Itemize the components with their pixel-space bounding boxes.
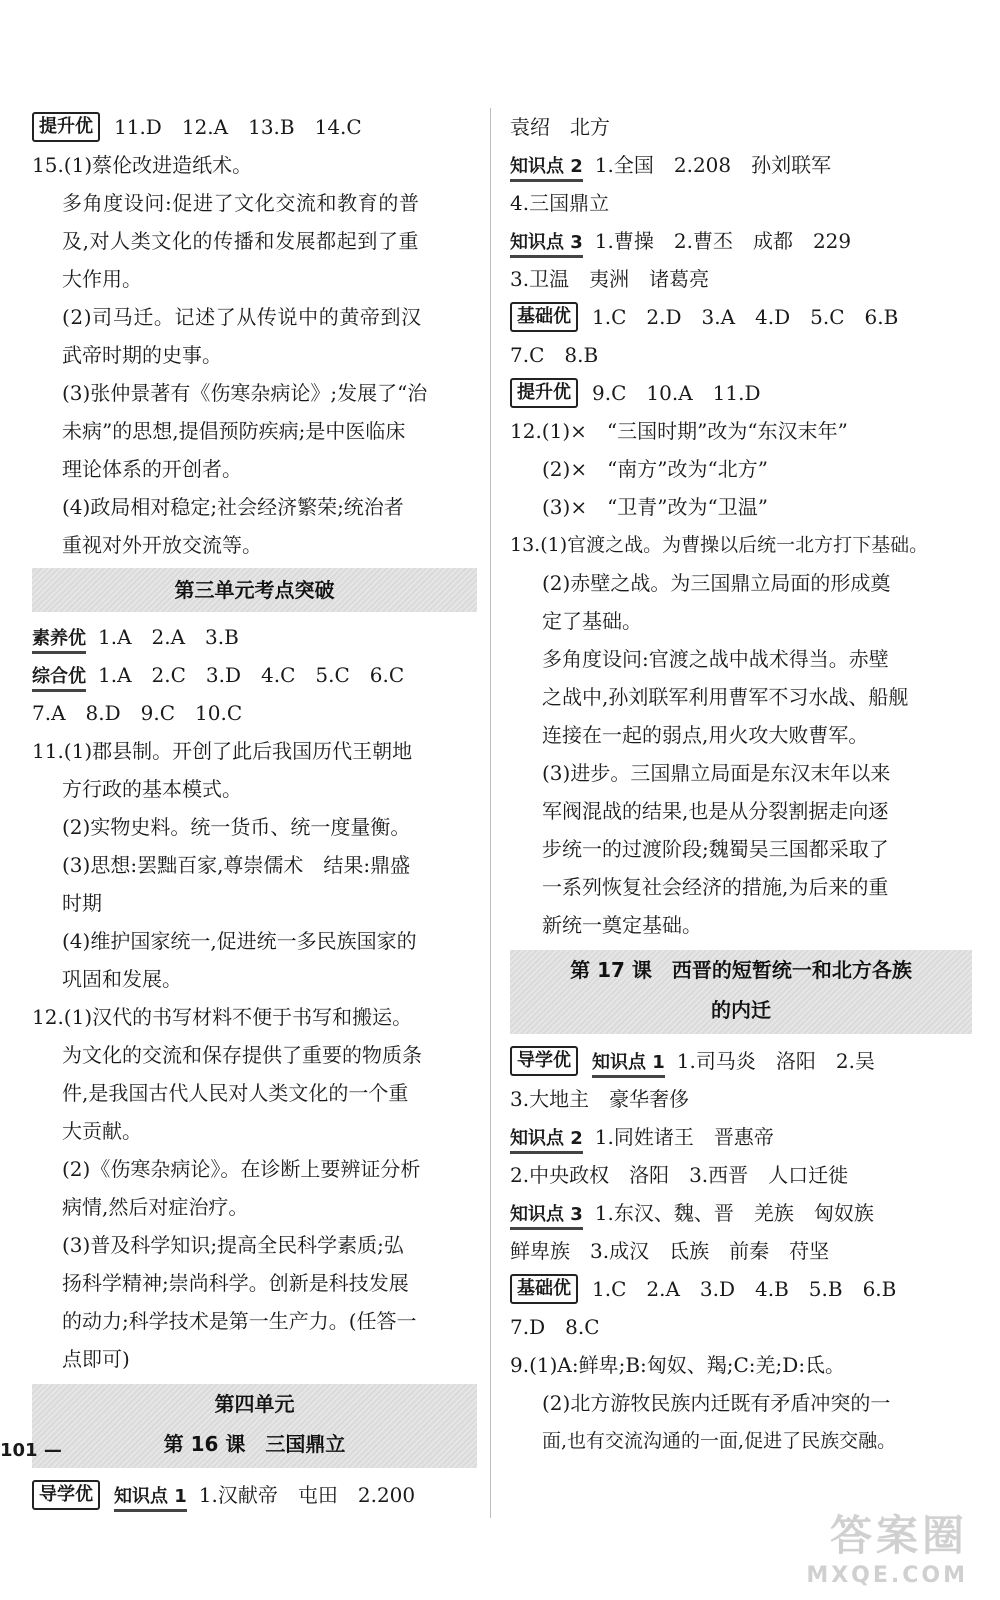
answer-line: 定了基础。 <box>542 609 642 633</box>
site-watermark <box>806 1503 968 1588</box>
answer-line: 知识点 3 1.东汉、魏、晋 羌族 匈奴族 <box>510 1194 972 1232</box>
answer-line: (4)政局相对稳定;社会经济繁荣;统治者 <box>62 495 404 519</box>
answer-line: 鲜卑族 3.成汉 氐族 前秦 苻坚 <box>510 1239 830 1263</box>
answer-line: 提升优 11.D 12.A 13.B 14.C <box>32 108 477 146</box>
answer-line: (2)北方游牧民族内迁既有矛盾冲突的一 <box>542 1391 891 1415</box>
right-column <box>510 108 972 1460</box>
answer-line: (3)普及科学知识;提高全民科学素质;弘 <box>62 1233 404 1257</box>
watermark-logo-text: 答案圈 <box>829 1511 968 1560</box>
answer-line: 导学优 知识点 1 1.司马炎 洛阳 2.吴 <box>510 1042 972 1080</box>
lesson-title: 第 17 课 西晋的短暂统一和北方各族 <box>570 958 912 982</box>
answer-line: (2)司马迁。记述了从传说中的黄帝到汉 <box>62 305 422 329</box>
answer-line: (3)思想:罢黜百家,尊崇儒术 结果:鼎盛 <box>62 853 411 877</box>
answer-line: (2)赤壁之战。为三国鼎立局面的形成奠 <box>542 571 891 595</box>
answer-line: 导学优 知识点 1 1.汉献帝 屯田 2.200 <box>32 1476 477 1514</box>
answer-line: 重视对外开放交流等。 <box>62 533 262 557</box>
answer-line: 13.(1)官渡之战。为曹操以后统一北方打下基础。 <box>510 534 929 556</box>
answer-line: 大贡献。 <box>62 1119 142 1143</box>
answer-line: 12.(1)× “三国时期”改为“东汉末年” <box>510 419 848 443</box>
column-divider <box>490 108 491 1518</box>
section-heading-unit4 <box>32 1384 477 1468</box>
answer-line: 12.(1)汉代的书写材料不便于书写和搬运。 <box>32 1005 413 1029</box>
footer-dash: — <box>43 1440 62 1461</box>
unit-title: 第四单元 <box>214 1392 295 1416</box>
answer-line: 连接在一起的弱点,用火攻大败曹军。 <box>542 723 869 747</box>
answer-line: 知识点 2 1.同姓诸王 晋惠帝 <box>510 1118 972 1156</box>
left-column <box>32 108 477 1514</box>
answer-line: 武帝时期的史事。 <box>62 343 222 367</box>
answer-line: 多角度设问:促进了文化交流和教育的普 <box>62 191 420 215</box>
section-tag: 提升优 <box>32 112 100 142</box>
answer-line: (2)× “南方”改为“北方” <box>542 457 768 481</box>
answer-line: 4.三国鼎立 <box>510 191 610 215</box>
answer-line: 点即可) <box>62 1347 130 1371</box>
answer-line: 病情,然后对症治疗。 <box>62 1195 249 1219</box>
knowledge-point-label: 知识点 1 <box>114 1485 187 1512</box>
answer-line: 3.大地主 豪华奢侈 <box>510 1087 690 1111</box>
answer-line: 步统一的过渡阶段;魏蜀吴三国都采取了 <box>542 837 889 861</box>
section-heading-lesson17 <box>510 950 972 1034</box>
answer-line: 军阀混战的结果,也是从分裂割据走向逐 <box>542 799 889 823</box>
answer-line: 大作用。 <box>62 267 142 291</box>
answer-line: 及,对人类文化的传播和发展都起到了重 <box>62 229 420 253</box>
answer-line: 15.(1)蔡伦改进造纸术。 <box>32 153 253 177</box>
answer-line: 7.C 8.B <box>510 343 599 367</box>
answer-line: 新统一奠定基础。 <box>542 913 702 937</box>
answer-line: 3.卫温 夷洲 诸葛亮 <box>510 267 710 291</box>
section-label: 素养优 <box>32 627 86 654</box>
answer-line: 2.中央政权 洛阳 3.西晋 人口迁徙 <box>510 1163 849 1187</box>
section-heading-unit3: 第三单元考点突破 <box>32 568 477 612</box>
watermark-domain: MXQE.COM <box>806 1563 968 1588</box>
knowledge-point-label: 知识点 3 <box>510 1203 583 1230</box>
section-tag: 导学优 <box>510 1046 578 1076</box>
answer-line: 未病”的思想,提倡预防疾病;是中医临床 <box>62 419 406 443</box>
knowledge-point-label: 知识点 1 <box>592 1051 665 1078</box>
section-tag: 基础优 <box>510 1274 578 1304</box>
answer-line: 7.A 8.D 9.C 10.C <box>32 701 243 725</box>
page-footer <box>0 1440 62 1461</box>
answer-line: 巩固和发展。 <box>62 967 182 991</box>
section-tag: 导学优 <box>32 1480 100 1510</box>
answer-line: (2)《伤寒杂病论》。在诊断上要辨证分析 <box>62 1157 421 1181</box>
answer-line: 提升优 9.C 10.A 11.D <box>510 374 972 412</box>
answer-line: 知识点 2 1.全国 2.208 孙刘联军 <box>510 146 972 184</box>
answer-line: (3)进步。三国鼎立局面是东汉末年以来 <box>542 761 891 785</box>
answer-line: 知识点 3 1.曹操 2.曹丕 成都 229 <box>510 222 972 260</box>
answer-line: (2)实物史料。统一货币、统一度量衡。 <box>62 815 411 839</box>
knowledge-point-label: 知识点 2 <box>510 1127 583 1154</box>
section-tag: 提升优 <box>510 378 578 408</box>
lesson-title: 第 16 课 三国鼎立 <box>163 1432 346 1456</box>
answer-line: 面,也有交流沟通的一面,促进了民族交融。 <box>542 1430 897 1452</box>
section-tag: 基础优 <box>510 302 578 332</box>
answer-line: 基础优 1.C 2.A 3.D 4.B 5.B 6.B <box>510 1270 972 1308</box>
answer-line: 扬科学精神;崇尚科学。创新是科技发展 <box>62 1271 409 1295</box>
answer-line: 7.D 8.C <box>510 1315 600 1339</box>
answer-line: 件,是我国古代人民对人类文化的一个重 <box>62 1081 409 1105</box>
answer-line: (3)张仲景著有《伤寒杂病论》;发展了“治 <box>62 381 428 405</box>
answer-line: 11.(1)郡县制。开创了此后我国历代王朝地 <box>32 739 413 763</box>
answer-line: 袁绍 北方 <box>510 115 610 139</box>
answer-line: 的动力;科学技术是第一生产力。(任答一 <box>62 1309 417 1333</box>
knowledge-point-label: 知识点 2 <box>510 155 583 182</box>
answer-line: 综合优 1.A 2.C 3.D 4.C 5.C 6.C <box>32 656 477 694</box>
answer-line: 方行政的基本模式。 <box>62 777 242 801</box>
answer-line: 基础优 1.C 2.D 3.A 4.D 5.C 6.B <box>510 298 972 336</box>
answer-line: 多角度设问:官渡之战中战术得当。赤壁 <box>542 647 889 671</box>
answer-line: 理论体系的开创者。 <box>62 457 242 481</box>
answer-line: 9.(1)A:鲜卑;B:匈奴、羯;C:羌;D:氐。 <box>510 1353 846 1377</box>
page-number: 101 <box>0 1440 38 1461</box>
answer-line: 之战中,孙刘联军利用曹军不习水战、船舰 <box>542 685 909 709</box>
section-label: 综合优 <box>32 665 86 692</box>
answer-line: 时期 <box>62 891 102 915</box>
answer-line: (3)× “卫青”改为“卫温” <box>542 495 768 519</box>
knowledge-point-label: 知识点 3 <box>510 231 583 258</box>
lesson-title-cont: 的内迁 <box>711 998 771 1022</box>
answer-line: (4)维护国家统一,促进统一多民族国家的 <box>62 929 417 953</box>
answer-line: 为文化的交流和保存提供了重要的物质条 <box>62 1043 422 1067</box>
answer-line: 素养优 1.A 2.A 3.B <box>32 618 477 656</box>
answer-line: 一系列恢复社会经济的措施,为后来的重 <box>542 875 889 899</box>
